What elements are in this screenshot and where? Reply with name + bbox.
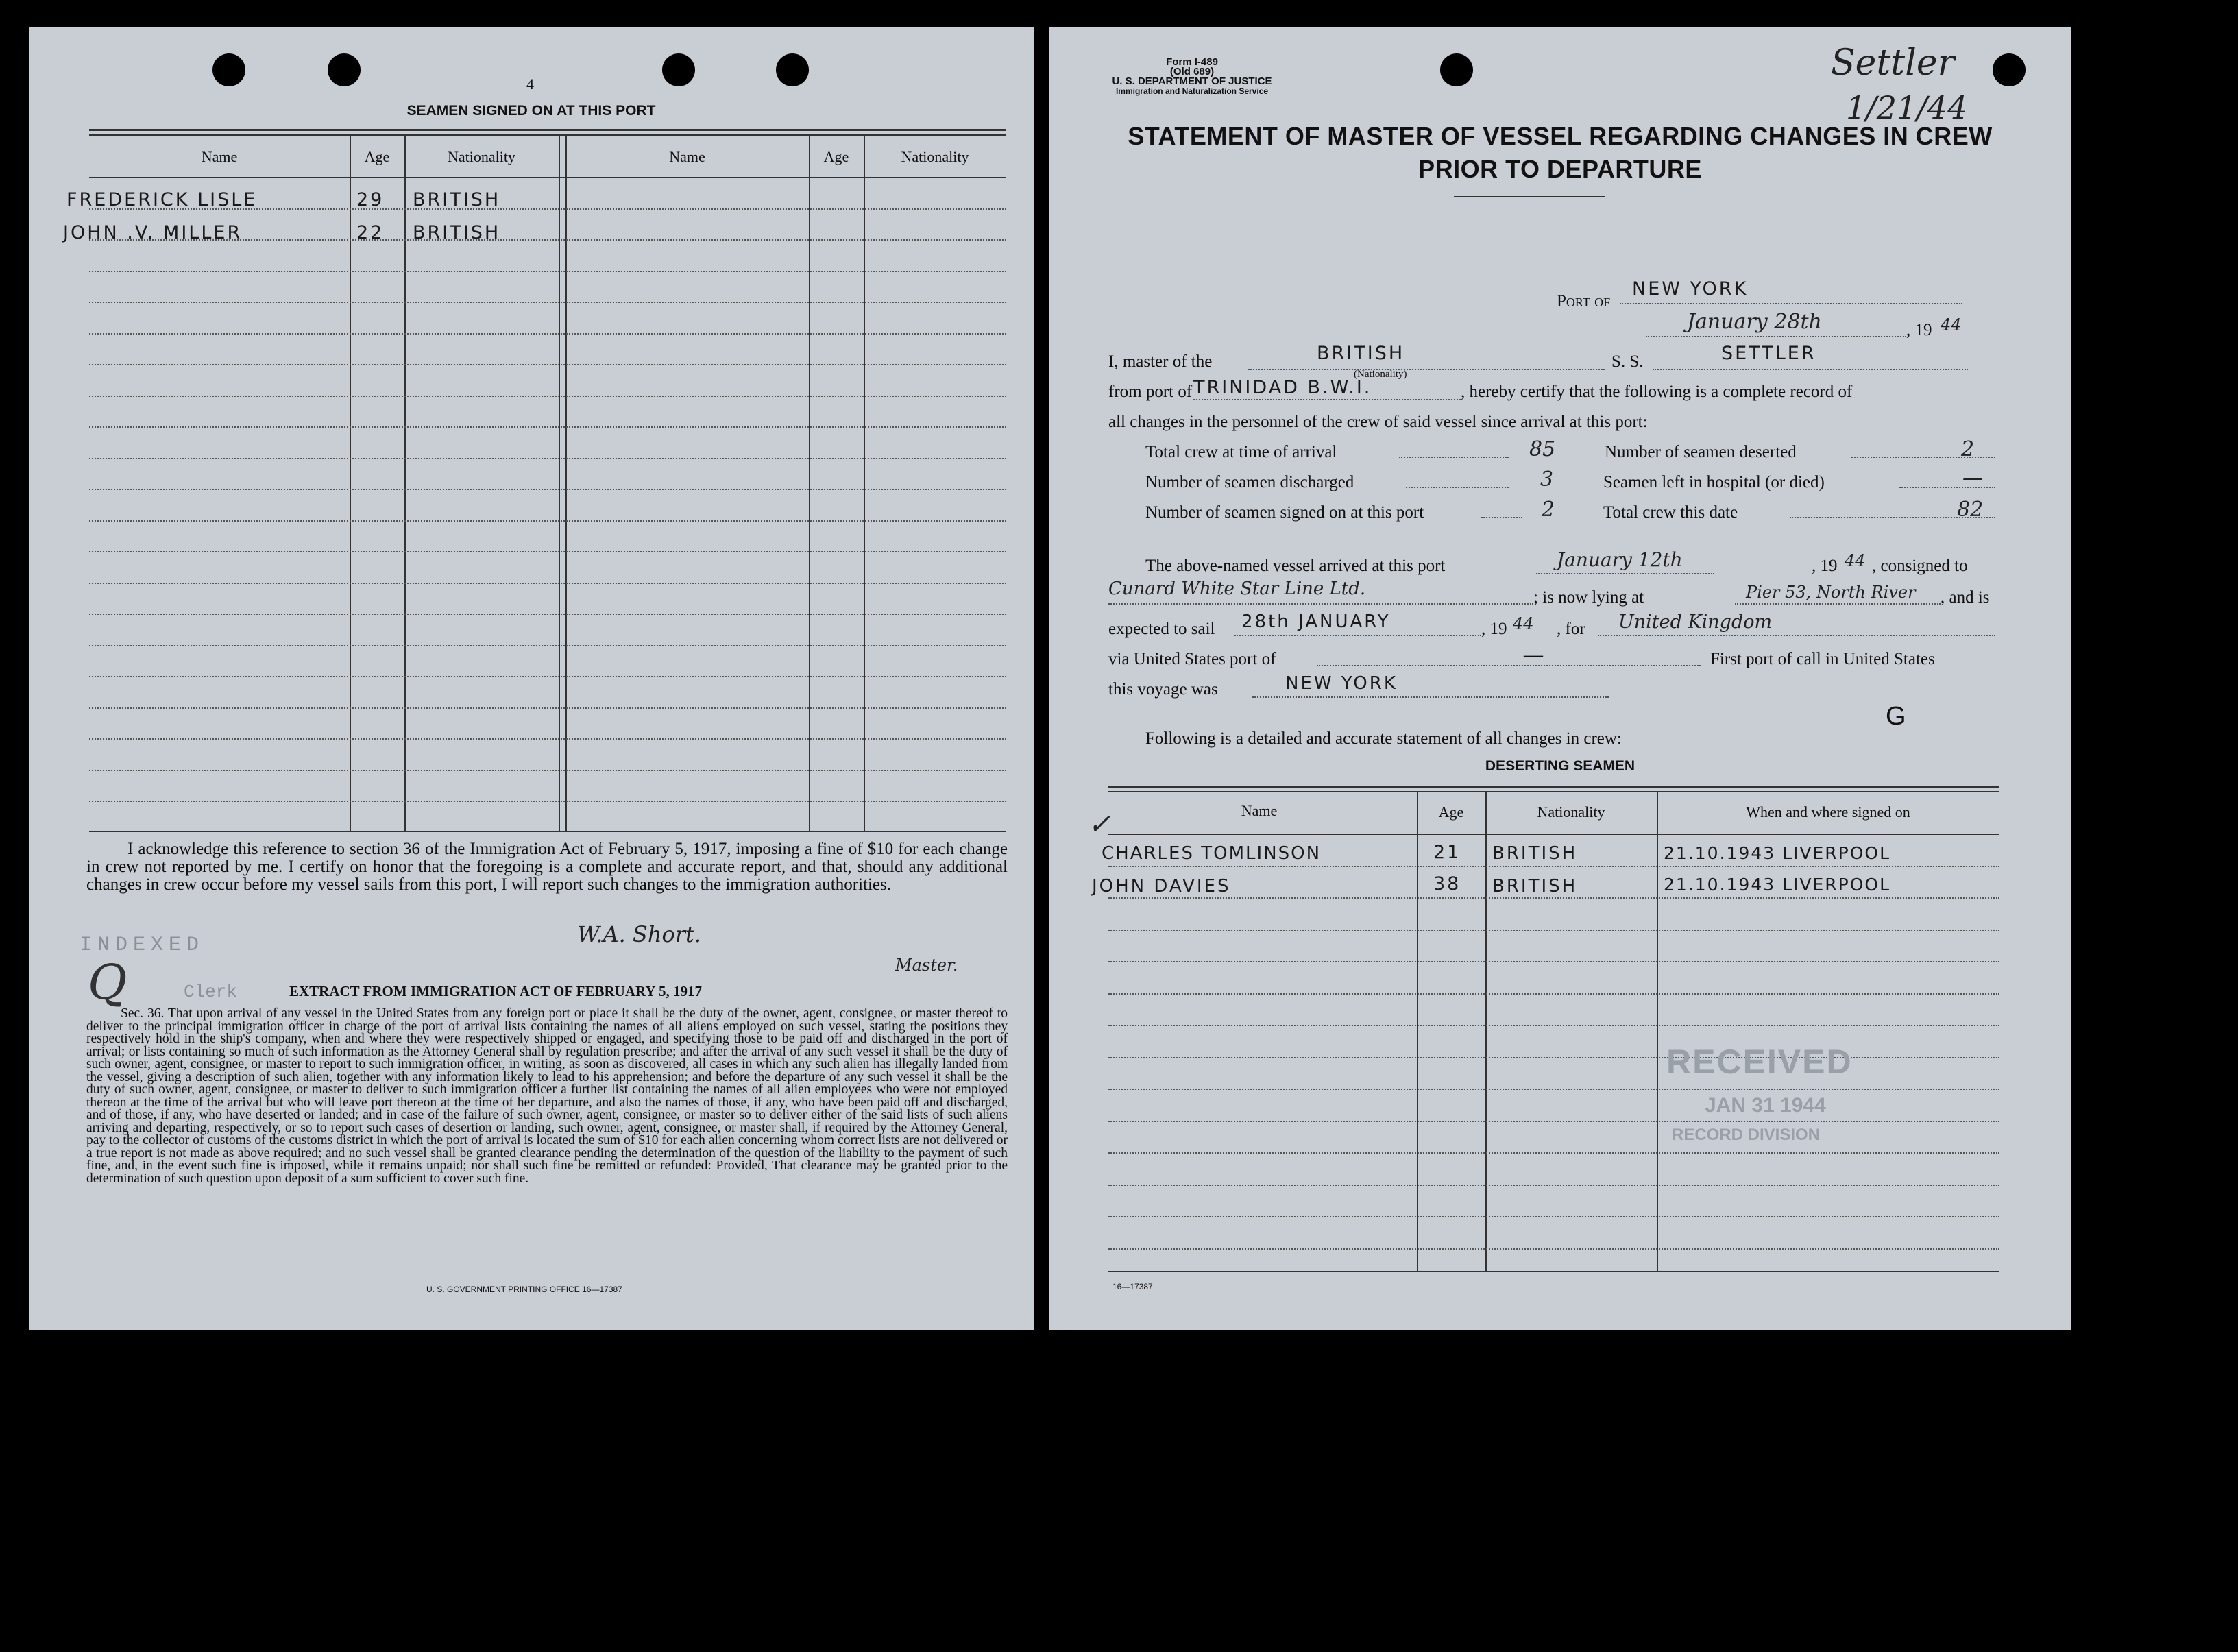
received-date: JAN 31 1944 (1705, 1094, 1826, 1117)
leader-dots (1406, 487, 1509, 488)
signed-on-value: 2 (1542, 498, 1555, 522)
row-rule (1108, 1025, 1999, 1026)
sail-year: 44 (1513, 614, 1534, 633)
form-number: Form I-489 (1166, 56, 1218, 68)
row-rule (1108, 1248, 1999, 1250)
row-rule (1108, 1057, 1999, 1058)
annotation-date: 1/21/44 (1846, 89, 1968, 126)
punch-hole (1440, 53, 1473, 86)
statement-date: January 28th (1687, 310, 1822, 334)
row-rule (1108, 1152, 1999, 1154)
fill-line (1598, 635, 1995, 636)
column-header: Age (823, 148, 849, 165)
row-rule (89, 583, 1006, 584)
leader-dots (1399, 457, 1509, 458)
deserted-label: Number of seamen deserted (1605, 443, 1797, 461)
fill-line (1646, 336, 1906, 337)
deserter-signed-on: 21.10.1943 LIVERPOOL (1664, 875, 1891, 895)
first-port-value: NEW YORK (1285, 673, 1398, 694)
fill-line (1620, 303, 1962, 304)
form-old-number: (Old 689) (1169, 66, 1215, 77)
column-header: Age (1438, 803, 1464, 821)
arrived-year: 44 (1845, 551, 1866, 570)
settler-annotation: Settler (1831, 42, 1955, 84)
header-rule (1108, 834, 1999, 835)
seaman-nationality: BRITISH (413, 189, 501, 210)
row-rule (89, 364, 1006, 365)
row-rule (89, 738, 1006, 740)
deserter-signed-on: 21.10.1943 LIVERPOOL (1664, 843, 1891, 863)
row-rule (89, 489, 1006, 490)
row-rule (89, 520, 1006, 522)
fill-line (1248, 369, 1605, 370)
seaman-age: 29 (356, 189, 385, 210)
row-rule (89, 614, 1006, 615)
arrived-date: January 12th (1557, 548, 1683, 571)
seaman-name: FREDERICK LISLE (66, 189, 258, 210)
column-header: Nationality (1537, 803, 1605, 821)
deserter-nationality: BRITISH (1492, 876, 1578, 897)
seaman-name: JOHN .V. MILLER (63, 222, 243, 243)
master-signature: W.A. Short. (577, 921, 702, 947)
master-label: Master. (895, 956, 958, 975)
certify-text: , hereby certify that the following is a complete record of (1461, 382, 1853, 401)
fill-line (1193, 399, 1461, 400)
row-rule (89, 426, 1006, 428)
consigned-label: , consigned to (1872, 557, 1968, 575)
expected-label: expected to sail (1108, 620, 1215, 638)
hospital-label: Seamen left in hospital (or died) (1603, 473, 1825, 491)
department: U. S. DEPARTMENT OF JUSTICE (1112, 75, 1272, 87)
received-stamp: RECEIVED (1666, 1043, 1853, 1081)
table-top-rule (89, 134, 1006, 136)
row-rule (89, 645, 1006, 646)
section-36-text: Sec. 36. That upon arrival of any vessel in the United States from any foreign port or place it shall be the duty of the owner, agent, consignee, or master thereof to deliver to the principal immigration officer in charge of the port of arrival lists containing the names of all aliens employed on such vessel, stating the positions they respectively hold in the ship's company, when and where they were respectively shipped or engaged, and specifying those to be paid off and discharged in the port of arrival; or lists containing so much of such information as the Attorney General shall by regulation prescribe; and after the arrival of any such vessel it shall be the duty of such owner, agent, consignee, or master to report to such immigration officer, in writing, as soon as discovered, all cases in which any such alien has illegally landed from the vessel, giving a description of such alien, together with any information likely to lead to his apprehension; and before the departure of any such vessel it shall be the duty of such owner, agent, consignee, or master to deliver to such immigration officer a further list containing the names of all alien employees who were not employed thereon at the time of the arrival but who will leave port thereon at the time of her departure, and also the names of those, if any, who have been paid off and discharged, and of those, if any, who have deserted or landed; and in case of the failure of such owner, agent, consignee, or master so to deliver either of the said lists of such aliens arriving and departing, respectively, or so to report such cases of desertion or landing, such owner, agent, consignee, or master shall, if required by the Attorney General, pay to the collector of customs of the customs district in which the port of arrival is located the sum of $10 for each alien concerning whom correct lists are not delivered or a true report is not made as above required; and no such vessel shall be granted clearance pending the determination of the question of the liability to the payment of such fine, and, in the event such fine is imposed, while it remains unpaid; nor shall such fine be remitted or refunded: Provided, That clearance may be granted prior to the determination of such question upon deposit of a sum sufficient to cover such fine. (86, 1006, 1008, 1186)
printing-office: U. S. GOVERNMENT PRINTING OFFICE 16—17387 (426, 1285, 622, 1294)
acknowledgement-text: I acknowledge this reference to section 36 of the Immigration Act of February 5, 1917, imposing a fine of $10 for each change in crew not reported by me. I certify on honor that the foregoing is a complete and accurate report, and that, should any additional changes in crew occur before my vessel sails from this port, I will report such changes to the immigration authorities. (86, 840, 1008, 894)
row-rule (1108, 993, 1999, 995)
fill-line (1234, 635, 1481, 636)
title-rule (1454, 196, 1605, 197)
footer-code: 16—17387 (1112, 1282, 1153, 1291)
fill-line (1252, 696, 1609, 698)
column-header: Age (364, 148, 390, 165)
punch-hole (662, 53, 695, 86)
row-rule (89, 302, 1006, 303)
port-label: Port of (1557, 292, 1611, 311)
column-header: Name (669, 148, 705, 165)
discharged-label: Number of seamen discharged (1145, 473, 1354, 491)
column-header: Name (201, 148, 238, 165)
this-voyage-label: this voyage was (1108, 680, 1218, 699)
table-top-rule (1108, 791, 1999, 792)
check-mark: ✓ (1088, 809, 1111, 840)
header-rule (89, 177, 1006, 178)
column-header: Nationality (901, 148, 969, 165)
leader-dots (1481, 517, 1522, 518)
fill-line (1653, 369, 1968, 370)
punch-hole (776, 53, 809, 86)
deserter-age: 21 (1433, 842, 1461, 863)
row-rule (1108, 897, 1999, 899)
nationality-label: (Nationality) (1354, 369, 1407, 380)
ship-name: SETTLER (1721, 343, 1816, 364)
page-number: 4 (526, 75, 534, 93)
seaman-nationality: BRITISH (413, 222, 501, 243)
row-rule (1108, 961, 1999, 962)
hospital-value: — (1962, 466, 1983, 490)
master-of-label: I, master of the (1108, 352, 1213, 371)
total-today-value: 82 (1957, 498, 1984, 522)
signed-on-label: Number of seamen signed on at this port (1145, 503, 1424, 522)
punch-hole (1993, 53, 2026, 86)
column-divider (1417, 791, 1418, 1271)
nationality-value: BRITISH (1317, 343, 1405, 364)
via-label: via United States port of (1108, 650, 1276, 668)
table-bottom-rule (1108, 1271, 1999, 1272)
form-header (1089, 58, 1295, 96)
for-label: , for (1557, 620, 1585, 638)
left-page (29, 27, 1034, 1330)
total-crew-value: 85 (1529, 437, 1556, 461)
via-value: — (1524, 644, 1543, 666)
clerk-initials: Q (88, 954, 127, 1010)
row-rule (89, 271, 1006, 272)
total-crew-label: Total crew at time of arrival (1145, 443, 1337, 461)
row-rule (89, 551, 1006, 552)
fill-line (1108, 603, 1533, 605)
deserter-name: CHARLES TOMLINSON (1102, 843, 1322, 864)
ss-label: S. S. (1611, 352, 1644, 371)
total-today-label: Total crew this date (1603, 503, 1738, 522)
row-rule (89, 333, 1006, 335)
lying-value: Pier 53, North River (1746, 583, 1916, 602)
table-row (66, 189, 257, 210)
column-header: When and where signed on (1746, 803, 1910, 821)
deserted-value: 2 (1961, 437, 1975, 461)
row-rule (1108, 1185, 1999, 1186)
row-rule (1108, 1121, 1999, 1122)
column-divider (1485, 791, 1487, 1271)
following-label: Following is a detailed and accurate statement of all changes in crew: (1145, 729, 1622, 748)
section-title: SEAMEN SIGNED ON AT THIS PORT (406, 103, 656, 119)
column-header: Nationality (448, 148, 515, 165)
row-rule (89, 458, 1006, 459)
table-bottom-rule (89, 831, 1006, 832)
seaman-age: 22 (356, 222, 385, 243)
destination: United Kingdom (1618, 611, 1773, 633)
from-port-label: from port of (1108, 382, 1193, 401)
row-rule (1108, 1089, 1999, 1090)
consignee: Cunard White Star Line Ltd. (1108, 579, 1366, 599)
row-rule (1108, 866, 1999, 867)
title-line: STATEMENT OF MASTER OF VESSEL REGARDING CHANGES IN CREW (1128, 122, 1993, 150)
from-port-value: TRINIDAD B.W.I. (1193, 377, 1372, 398)
discharged-value: 3 (1540, 467, 1554, 491)
row-rule (1108, 1216, 1999, 1217)
service: Immigration and Naturalization Service (1115, 86, 1269, 96)
fill-line (1317, 665, 1701, 666)
column-header: Name (1241, 802, 1278, 819)
year-value: 44 (1941, 315, 1962, 335)
table-row (63, 222, 242, 243)
certify-text: all changes in the personnel of the crew of said vessel since arrival at this port: (1108, 413, 1648, 431)
fill-line (1536, 573, 1714, 574)
arrived-label: The above-named vessel arrived at this port (1145, 557, 1446, 575)
fill-line (1735, 603, 1941, 605)
extract-title: EXTRACT FROM IMMIGRATION ACT OF FEBRUARY 5, 1917 (289, 983, 703, 999)
port-value: NEW YORK (1632, 278, 1749, 300)
clerk-label: Clerk (184, 982, 238, 1002)
table-top-rule (1108, 786, 1999, 788)
first-port-label: First port of call in United States (1710, 650, 1935, 668)
row-rule (89, 801, 1006, 802)
year-prefix: , 19 (1812, 557, 1838, 575)
received-division: RECORD DIVISION (1672, 1126, 1821, 1144)
row-rule (89, 770, 1006, 771)
year-prefix: , 19 (1906, 321, 1932, 339)
mark-g: G (1886, 702, 1906, 731)
column-divider (1657, 791, 1658, 1271)
deserter-name: JOHN DAVIES (1092, 876, 1231, 897)
deserter-age: 38 (1433, 873, 1461, 895)
right-page (1049, 27, 2071, 1330)
sail-date: 28th JANUARY (1241, 611, 1391, 632)
table-top-rule (89, 129, 1006, 131)
title-line: PRIOR TO DEPARTURE (1418, 155, 1702, 183)
and-is: , and is (1941, 588, 1990, 607)
row-rule (89, 707, 1006, 709)
year-prefix: , 19 (1481, 620, 1507, 638)
row-rule (89, 676, 1006, 677)
deserter-nationality: BRITISH (1492, 843, 1578, 864)
row-rule (89, 396, 1006, 397)
indexed-stamp: INDEXED (80, 934, 205, 957)
punch-hole (328, 53, 361, 86)
form-title (1049, 122, 2071, 184)
punch-hole (212, 53, 245, 86)
row-rule (1108, 930, 1999, 931)
lying-label: ; is now lying at (1533, 588, 1644, 607)
deserting-title: DESERTING SEAMEN (1485, 758, 1635, 774)
